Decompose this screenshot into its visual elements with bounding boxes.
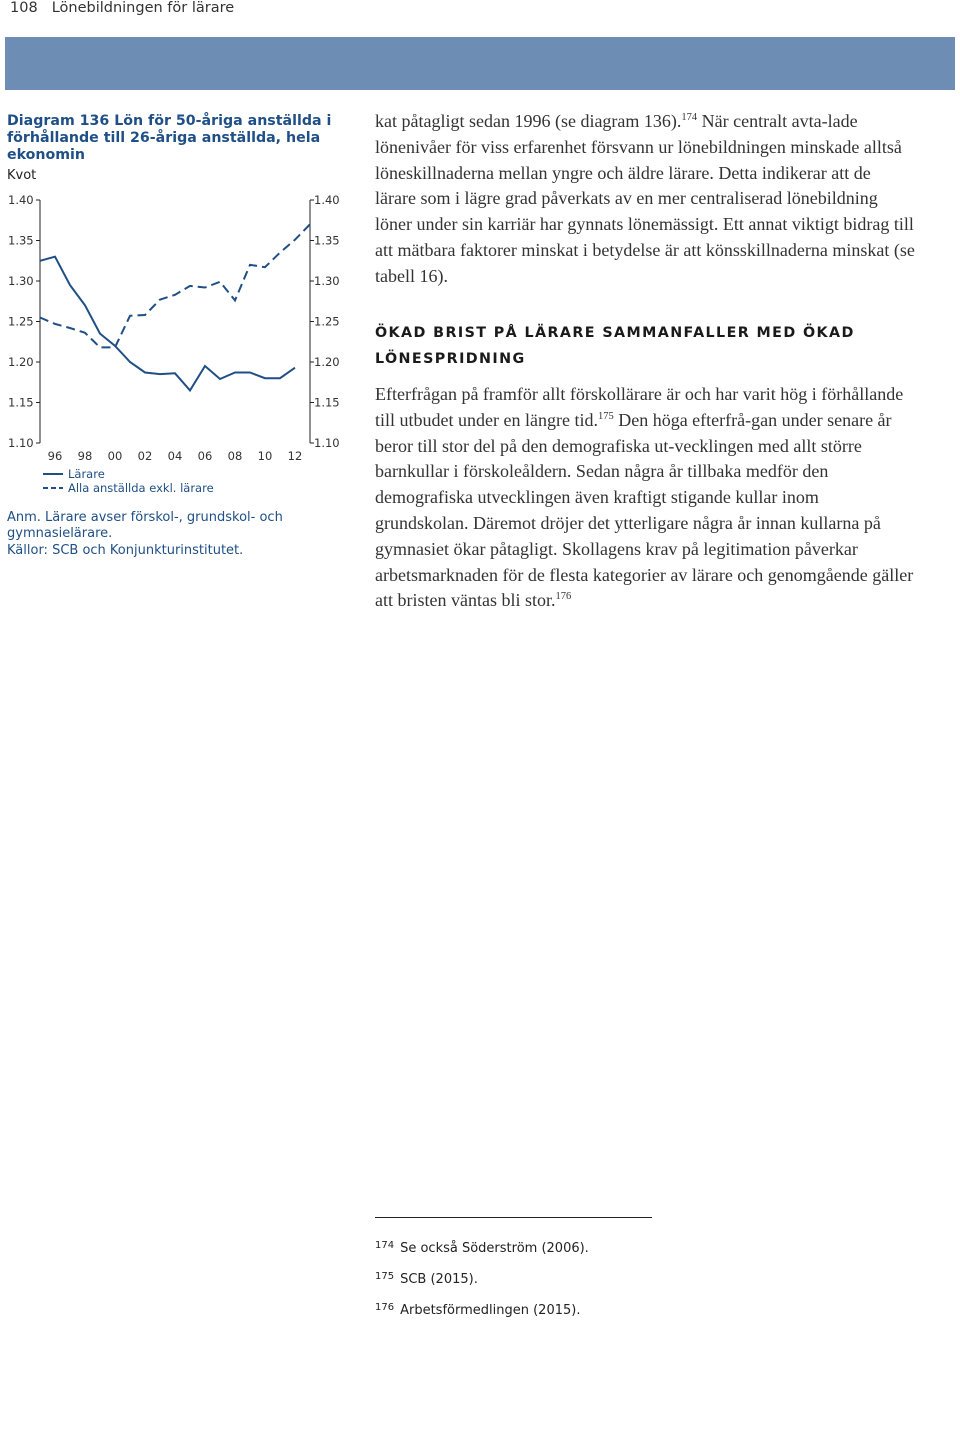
footnote-174: [375, 1240, 589, 1256]
x-tick-label: 06: [197, 449, 213, 463]
y-tick-label-left: 1.10: [8, 436, 34, 450]
y-tick-label-right: 1.35: [314, 233, 340, 248]
legend-label-2: Alla anställda exkl. lärare: [68, 481, 214, 495]
y-tick-label-right: 1.15: [314, 395, 340, 410]
body-paragraph-2: [375, 382, 915, 614]
y-tick-label-left: 1.30: [8, 274, 34, 288]
running-title: Lönebildningen för lärare: [51, 0, 235, 16]
section-heading: ÖKAD BRIST PÅ LÄRARE SAMMANFALLER MED ÖKAD LÖNESPRIDNING: [375, 325, 855, 367]
series-line-1: [40, 257, 295, 391]
footnote-number: 174: [375, 1240, 395, 1251]
x-tick-label: 04: [167, 449, 183, 463]
y-tick-label-right: 1.30: [314, 274, 340, 288]
y-tick-label-right: 1.40: [314, 193, 340, 207]
y-tick-label-left: 1.15: [8, 395, 34, 410]
x-tick-label: 02: [137, 449, 153, 463]
line-chart: [0, 185, 360, 505]
chart-heading: Diagram 136 Lön för 50-åriga anställda i förhållande till 26-åriga anställda, hela ekonomin: [7, 113, 332, 163]
x-tick-label: 00: [107, 449, 123, 463]
y-tick-label-right: 1.25: [314, 314, 340, 329]
series-line-2: [40, 224, 310, 347]
footnote-number: 176: [375, 1302, 395, 1313]
x-tick-label: 98: [77, 449, 93, 463]
footnote-176: [375, 1302, 580, 1318]
footnote-ref-176[interactable]: 176: [555, 591, 572, 603]
body-text: Efterfrågan på framför allt förskollärare är och har varit hög i förhållande till utbudet under en längre tid.: [375, 384, 904, 430]
header-band: [5, 37, 955, 90]
footnote-number: 175: [375, 1271, 395, 1282]
body-text: När centralt avta-lade lönenivåer för viss erfarenhet försvann ur lönebildningen minskade alltså löneskillnaderna mellan yngre och äldre lärare. Detta indikerar att de lärare som i lägre grad påverkats av en mer centraliserad lönebildning löner under sin karriär har gynnats lönemässigt. Ett annat viktigt bidrag till att mätbara faktorer minskat i betydelse är att könsskillnaderna minskat (se tabell 16).: [375, 111, 915, 286]
footnote-ref-175[interactable]: 175: [597, 410, 614, 422]
body-paragraph-1: [375, 109, 915, 290]
chart-source: Källor: SCB och Konjunkturinstitutet.: [7, 543, 244, 558]
y-tick-label-left: 1.35: [8, 233, 34, 248]
x-tick-label: 10: [257, 449, 273, 463]
footnote-divider: [375, 1217, 652, 1218]
footnote-text: Arbetsförmedlingen (2015).: [400, 1303, 581, 1318]
y-tick-label-left: 1.25: [8, 314, 34, 329]
footnote-text: SCB (2015).: [400, 1272, 478, 1287]
y-tick-label-left: 1.20: [8, 355, 34, 369]
footnote-ref-174[interactable]: 174: [681, 112, 698, 123]
chart-unit: Kvot: [7, 168, 37, 183]
y-tick-label-right: 1.20: [314, 355, 340, 369]
x-tick-label: 12: [287, 449, 303, 463]
page-header: [10, 0, 610, 22]
page-number: 108: [10, 0, 38, 16]
footnote-175: [375, 1271, 478, 1287]
chart-note: Anm. Lärare avser förskol-, grundskol- och gymnasielärare.: [7, 510, 283, 541]
y-tick-label-left: 1.40: [8, 193, 34, 207]
x-tick-label: 08: [227, 449, 243, 463]
footnote-text: Se också Söderström (2006).: [400, 1241, 589, 1256]
x-tick-label: 96: [47, 449, 63, 463]
body-text: kat påtagligt sedan 1996 (se diagram 136).: [375, 111, 682, 131]
y-tick-label-right: 1.10: [314, 436, 340, 450]
body-text: Den höga efterfrå-gan under senare år beror till stor del på den demografiska ut-vecklingen med allt större barnkullar i förskoleåldern. Sedan några år tillbaka medför den demografiska utvecklingen även kraftigt stigande kullar inom grundskolan. Däremot dröjer det ytterligare några år innan kullarna på gymnasiet ökar påtagligt. Skollagens krav på legitimation påverkar arbetsmarknaden för de flesta kategorier av lärare och genomgående gäller att bristen väntas bli stor.: [375, 409, 914, 611]
legend-label-1: Lärare: [68, 467, 105, 481]
